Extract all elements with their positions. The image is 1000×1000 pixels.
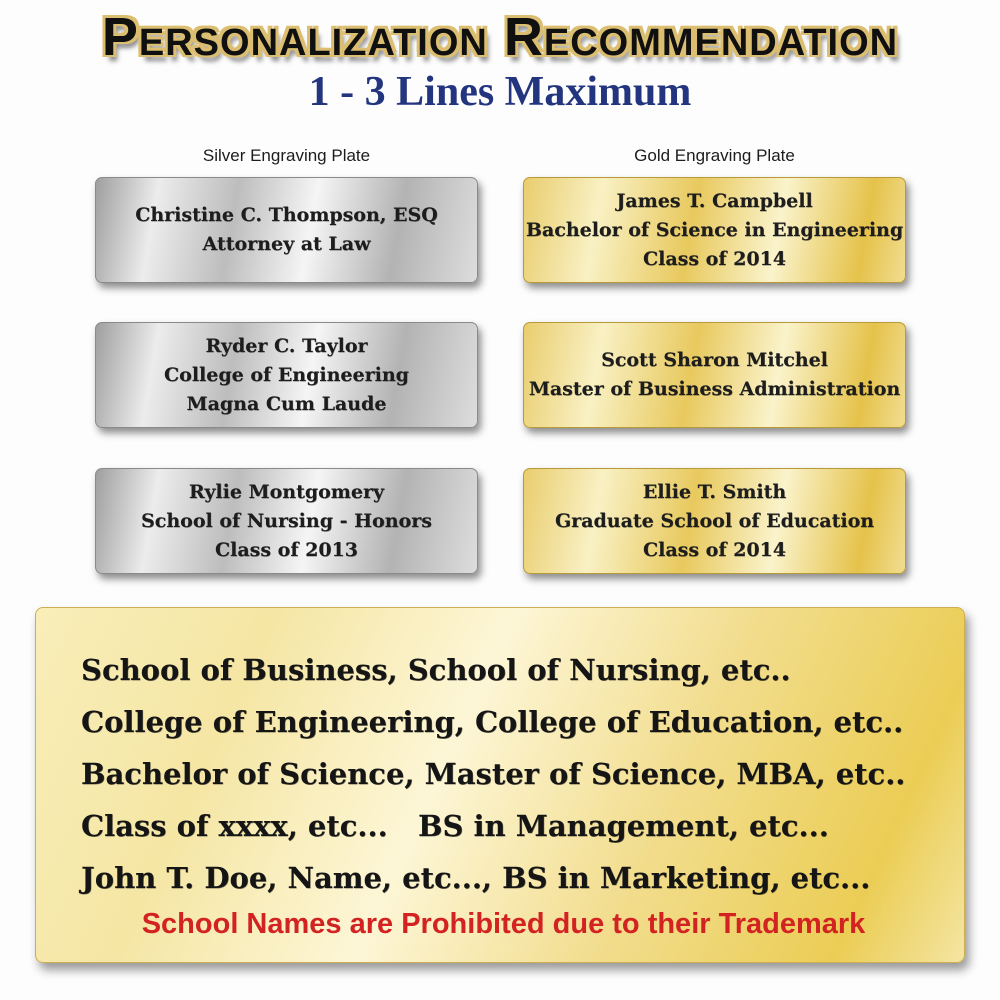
lines-maximum-subtitle: 1 - 3 Lines Maximum [308,69,692,115]
engraved-text-line: Class of 2014 [642,247,786,270]
silver-plate-2 [95,322,478,428]
engraved-text-line: Ryder C. Taylor [205,334,368,357]
engraved-text-line: Rylie Montgomery [188,480,385,503]
gold-column-header: Gold Engraving Plate [634,146,795,165]
example-engraving-line: College of Engineering, College of Education, etc.. [81,705,904,739]
engraved-text-line: Ellie T. Smith [642,480,787,503]
engraved-text-line: Graduate School of Education [554,509,875,532]
engraved-text-line: Christine C. Thompson, ESQ [135,204,438,226]
engraved-text-line: School of Nursing - Honors [141,509,432,532]
gold-plate-1 [523,177,906,283]
trademark-warning-text: School Names are Prohibited due to their Trademark [141,908,866,940]
engraved-text-line: Attorney at Law [202,233,371,255]
engraved-text-line: Scott Sharon Mitchel [601,349,828,371]
example-engraving-line: Bachelor of Science, Master of Science, MBA, etc.. [81,757,906,791]
engraved-text-line: James T. Campbell [616,189,813,212]
engraved-text-line: Bachelor of Science in Engineering [525,218,904,241]
engraved-text-line: Class of 2014 [642,538,786,561]
engraved-text-line: Master of Business Administration [528,378,901,400]
example-engraving-line: School of Business, School of Nursing, etc.. [81,653,791,687]
gold-plate-3 [523,468,906,574]
example-engraving-line: John T. Doe, Name, etc..., BS in Marketing, etc... [81,861,871,895]
page-title: Personalization Recommendation [101,7,899,67]
engraved-text-line: Class of 2013 [214,538,358,561]
gold-plate-2 [523,322,906,428]
engraved-text-line: College of Engineering [164,363,409,386]
example-engraving-line: Class of xxxx, etc... BS in Management, etc... [81,809,829,843]
silver-column-header: Silver Engraving Plate [202,146,371,165]
silver-plate-1 [95,177,478,283]
silver-plate-3 [95,468,478,574]
examples-panel [35,607,965,963]
engraved-text-line: Magna Cum Laude [186,392,387,415]
